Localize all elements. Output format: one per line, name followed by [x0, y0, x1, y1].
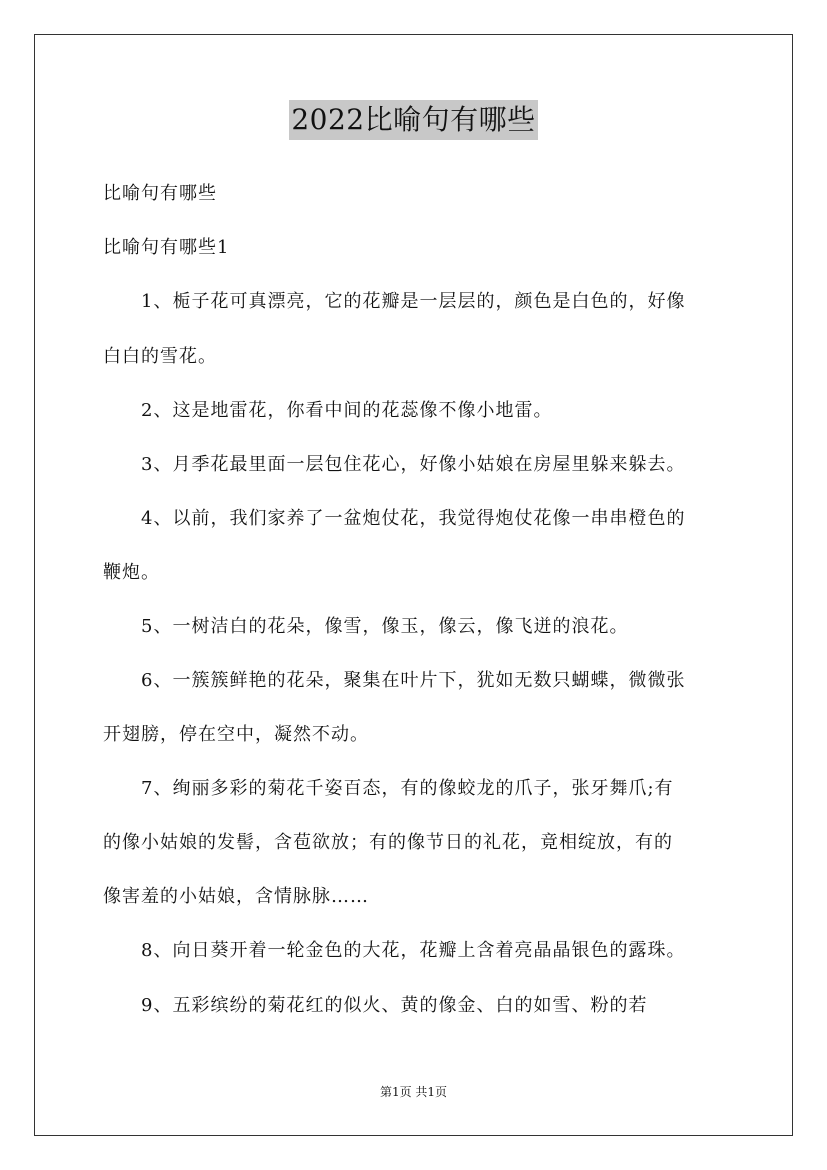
paragraph-line: 1、栀子花可真漂亮，它的花瓣是一层层的，颜色是白色的，好像 [141, 291, 686, 312]
paragraph-line: 9、五彩缤纷的菊花红的似火、黄的像金、白的如雪、粉的若 [141, 995, 648, 1016]
paragraph-line: 8、向日葵开着一轮金色的大花，花瓣上含着亮晶晶银色的露珠。 [141, 940, 686, 961]
paragraph-line: 7、绚丽多彩的菊花千姿百态，有的像蛟龙的爪子，张牙舞爪;有 [141, 778, 674, 799]
subtitle: 比喻句有哪些 [103, 183, 217, 204]
paragraph-line: 5、一树洁白的花朵，像雪，像玉，像云，像飞迸的浪花。 [141, 616, 629, 637]
paragraph-line: 3、月季花最里面一层包住花心，好像小姑娘在房屋里躲来躲去。 [141, 454, 686, 475]
paragraph-line: 的像小姑娘的发髻，含苞欲放；有的像节日的礼花，竟相绽放，有的 [103, 832, 673, 853]
paragraph-line: 白白的雪花。 [103, 346, 217, 367]
page-footer: 第1页 共1页 [379, 1085, 448, 1099]
title-container [0, 100, 827, 140]
section-heading: 比喻句有哪些1 [103, 237, 230, 258]
paragraph-line: 开翅膀，停在空中，凝然不动。 [103, 724, 369, 745]
document-title: 2022比喻句有哪些 [289, 100, 537, 140]
paragraph-line: 2、这是地雷花，你看中间的花蕊像不像小地雷。 [141, 400, 553, 421]
paragraph-line: 像害羞的小姑娘，含情脉脉…… [103, 886, 369, 907]
paragraph-line: 4、以前，我们家养了一盆炮仗花，我觉得炮仗花像一串串橙色的 [141, 508, 686, 529]
paragraph-line: 6、一簇簇鲜艳的花朵，聚集在叶片下，犹如无数只蝴蝶，微微张 [141, 670, 686, 691]
paragraph-line: 鞭炮。 [103, 562, 160, 583]
